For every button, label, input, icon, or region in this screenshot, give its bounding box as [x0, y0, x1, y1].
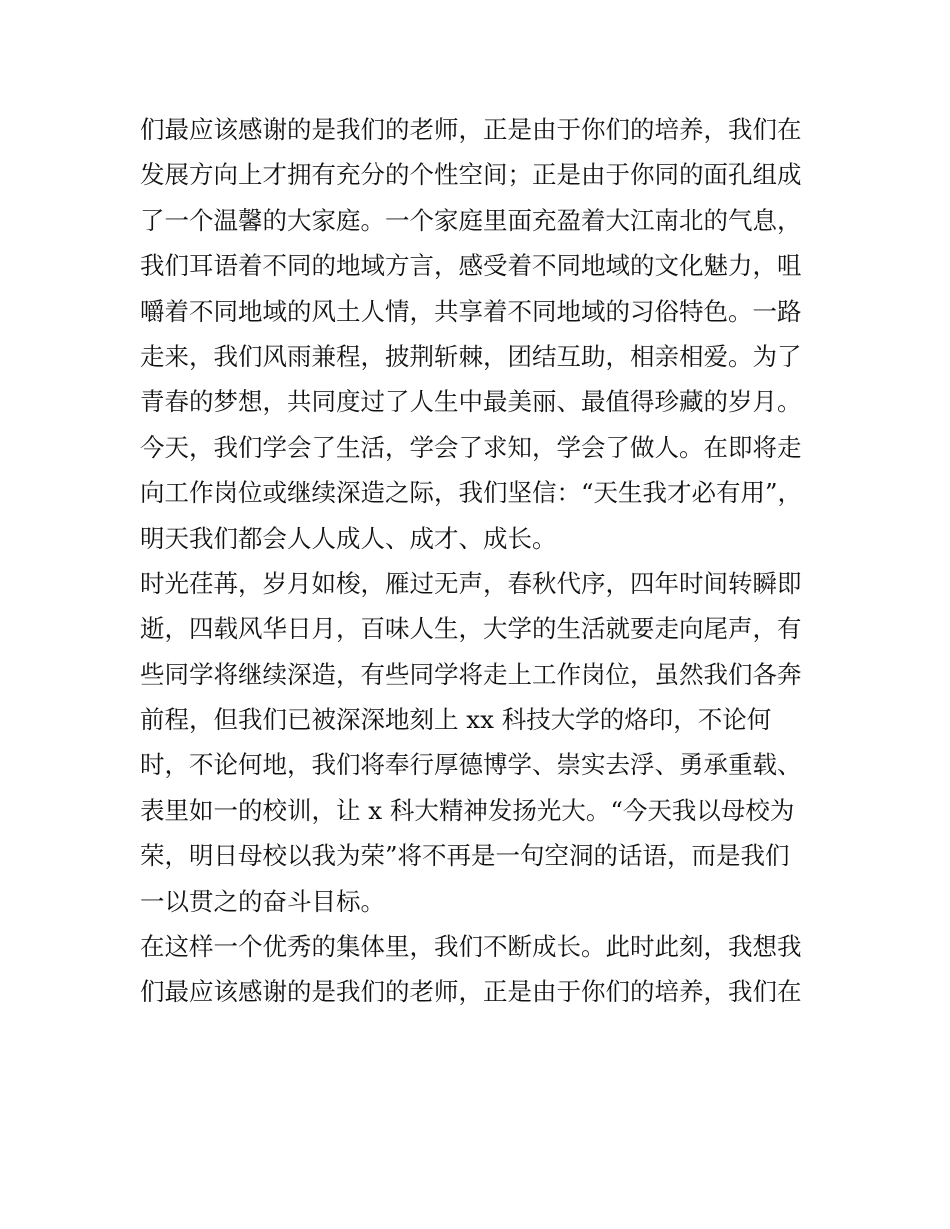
text-line: 一以贯之的奋斗目标。	[140, 886, 385, 916]
text-line: 时光荏苒，岁月如梭，雁过无声，春秋代序，四年时间转瞬即	[140, 568, 802, 598]
text-line: 表里如一的校训，让 x 科大精神发扬光大。“今天我以母校为	[140, 795, 795, 825]
text-line: 在这样一个优秀的集体里，我们不断成长。此时此刻，我想我	[140, 932, 802, 962]
document-body	[140, 107, 840, 1015]
text-line: 明天我们都会人人成人、成才、成长。	[140, 523, 557, 553]
text-line: 前程，但我们已被深深地刻上 xx 科技大学的烙印，不论何	[140, 705, 772, 735]
text-line: 些同学将继续深造，有些同学将走上工作岗位，虽然我们各奔	[140, 659, 802, 689]
text-line: 荣，明日母校以我为荣”将不再是一句空洞的话语，而是我们	[140, 841, 790, 871]
paragraph-1	[140, 107, 840, 561]
text-line: 时，不论何地，我们将奉行厚德博学、崇实去浮、勇承重载、	[140, 750, 802, 780]
text-line: 们最应该感谢的是我们的老师，正是由于你们的培养，我们在	[140, 977, 802, 1007]
text-line: 向工作岗位或继续深造之际，我们坚信：“天生我才必有用”，	[140, 478, 803, 508]
text-line: 逝，四载风华日月，百味人生，大学的生活就要走向尾声，有	[140, 614, 802, 644]
paragraph-3	[140, 924, 840, 1015]
text-line: 我们耳语着不同的地域方言，感受着不同地域的文化魅力，咀	[140, 251, 802, 281]
text-line: 发展方向上才拥有充分的个性空间；正是由于你同的面孔组成	[140, 160, 802, 190]
paragraph-2	[140, 561, 840, 924]
text-line: 嚼着不同地域的风土人情，共享着不同地域的习俗特色。一路	[140, 296, 802, 326]
text-line: 走来，我们风雨兼程，披荆斩棘，团结互助，相亲相爱。为了	[140, 341, 802, 371]
text-line: 了一个温馨的大家庭。一个家庭里面充盈着大江南北的气息，	[140, 205, 802, 235]
text-line: 们最应该感谢的是我们的老师，正是由于你们的培养，我们在	[140, 115, 802, 144]
text-line: 今天，我们学会了生活，学会了求知，学会了做人。在即将走	[140, 432, 802, 462]
text-line: 青春的梦想，共同度过了人生中最美丽、最值得珍藏的岁月。	[140, 387, 802, 417]
